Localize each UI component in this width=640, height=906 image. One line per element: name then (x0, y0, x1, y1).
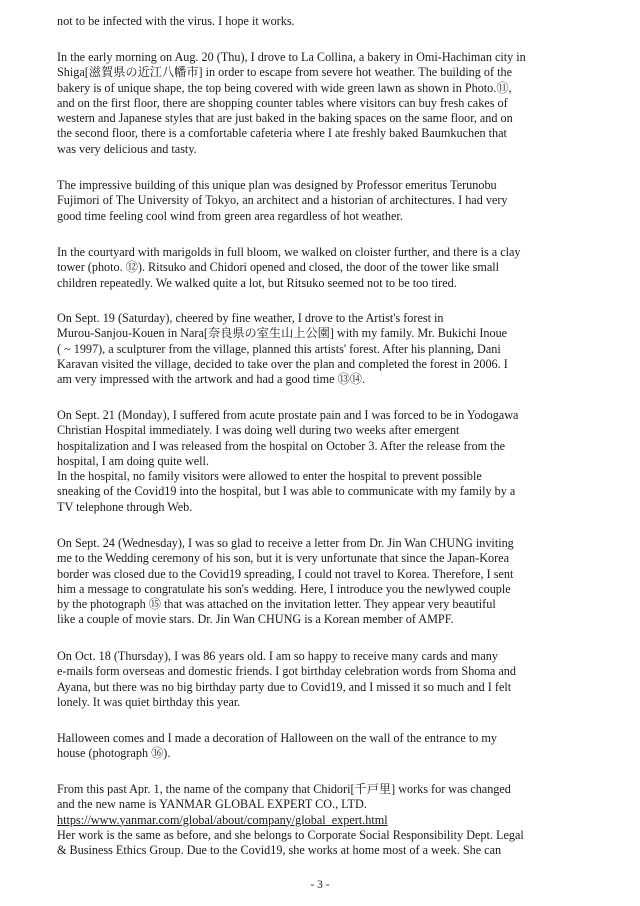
text-line: In the courtyard with marigolds in full bloom, we walked on cloister further, and there is a clay (57, 245, 521, 259)
text-line: am very impressed with the artwork and had a good time ⑬⑭. (57, 372, 365, 387)
paragraph-halloween (57, 731, 587, 762)
page-number: - 3 - (310, 879, 330, 891)
text-line: Ayana, but there was no big birthday party due to Covid19, and I missed it so much and I felt (57, 679, 512, 694)
company-url-link[interactable]: https://www.yanmar.com/global/about/company/global_expert.html (57, 812, 388, 827)
text-line: Karavan visited the village, decided to take over the plan and completed the forest in 2006. I (57, 356, 508, 371)
paragraph-birthday (57, 649, 587, 710)
text-line: Halloween comes and I made a decoration of Halloween on the wall of the entrance to my (57, 731, 497, 745)
text-line: and on the first floor, there are shopping counter tables where visitors can buy fresh cakes of (57, 95, 508, 110)
paragraph-company (57, 782, 587, 858)
text-line: hospital, I am doing quite well. (57, 453, 209, 468)
text-line: house (photograph ⑯). (57, 746, 171, 761)
paragraph-la-collina (57, 50, 587, 157)
text-line: like a couple of movie stars. Dr. Jin Wan CHUNG is a Korean member of AMPF. (57, 612, 454, 627)
text-line: me to the Wedding ceremony of his son, but it is very unfortunate that since the Japan-Korea (57, 551, 509, 566)
text-line: On Sept. 19 (Saturday), cheered by fine weather, I drove to the Artist's forest in (57, 311, 444, 325)
text-line: children repeatedly. We walked quite a lot, but Ritsuko seemed not to be too tired. (57, 275, 457, 290)
paragraph-hospital (57, 408, 587, 515)
paragraph-virus (57, 14, 587, 29)
text-line: bakery is of unique shape, the top being covered with wide green lawn as shown in Photo.⑪, (57, 80, 512, 95)
text-line: was very delicious and tasty. (57, 141, 197, 156)
text-line: From this past Apr. 1, the name of the company that Chidori[千戸里] works for was changed (57, 782, 511, 796)
text-line: tower (photo. ⑫). Ritsuko and Chidori opened and closed, the door of the tower like small (57, 260, 500, 275)
text-line: On Sept. 21 (Monday), I suffered from acute prostate pain and I was forced to be in Yodogawa (57, 408, 519, 422)
text-line: Her work is the same as before, and she belongs to Corporate Social Responsibility Dept. Legal (57, 827, 524, 842)
paragraph-courtyard (57, 245, 587, 291)
text-line: On Sept. 24 (Wednesday), I was so glad to receive a letter from Dr. Jin Wan CHUNG inviting (57, 536, 514, 550)
text-line: TV telephone through Web. (57, 499, 193, 514)
text-line: e-mails form overseas and domestic friends. I got birthday celebration words from Shoma and (57, 664, 516, 679)
paragraph-fujimori (57, 178, 587, 224)
text-line: In the early morning on Aug. 20 (Thu), I drove to La Collina, a bakery in Omi-Hachiman city in (57, 50, 526, 64)
text-line: & Business Ethics Group. Due to the Covid19, she works at home most of a week. She can (57, 843, 502, 858)
text-line: not to be infected with the virus. I hope it works. (57, 14, 295, 28)
text-line: Murou-Sanjou-Kouen in Nara[奈良県の室生山上公園] with my family. Mr. Bukichi Inoue (57, 326, 508, 341)
text-line: sneaking of the Covid19 into the hospital, but I was able to communicate with my family by a (57, 484, 516, 499)
text-line: him a message to congratulate his son's wedding. Here, I introduce you the newlywed couple (57, 581, 511, 596)
text-line: lonely. It was quiet birthday this year. (57, 694, 241, 709)
text-line: Shiga[滋賀県の近江八幡市] in order to escape from severe hot weather. The building of the (57, 65, 513, 80)
text-line: and the new name is YANMAR GLOBAL EXPERT CO., LTD. (57, 797, 367, 812)
text-line: good time feeling cool wind from green area regardless of hot weather. (57, 208, 403, 223)
text-line: by the photograph ⑮ that was attached on the invitation letter. They appear very beautiful (57, 597, 496, 612)
text-line: The impressive building of this unique plan was designed by Professor emeritus Terunobu (57, 178, 497, 192)
text-line: ( ~ 1997), a sculpturer from the village, planned this artists' forest. After his planning, Dani (57, 341, 501, 356)
text-line: In the hospital, no family visitors were allowed to enter the hospital to prevent possible (57, 469, 482, 484)
text-line: the second floor, there is a comfortable cafeteria where I ate freshly baked Baumkuchen that (57, 126, 507, 141)
text-line: On Oct. 18 (Thursday), I was 86 years old. I am so happy to receive many cards and many (57, 649, 498, 663)
text-line: western and Japanese styles that are just baked in the baking spaces on the same floor, and on (57, 111, 513, 126)
paragraph-wedding (57, 536, 587, 628)
text-line: Fujimori of The University of Tokyo, an architect and a historian of architectures. I had very (57, 193, 508, 208)
paragraph-artists-forest (57, 311, 587, 387)
text-line: border was closed due to the Covid19 spreading, I could not travel to Korea. Therefore, I sent (57, 566, 514, 581)
text-line: Christian Hospital immediately. I was doing well during two weeks after emergent (57, 423, 460, 438)
text-line: hospitalization and I was released from the hospital on October 3. After the release from the (57, 438, 506, 453)
